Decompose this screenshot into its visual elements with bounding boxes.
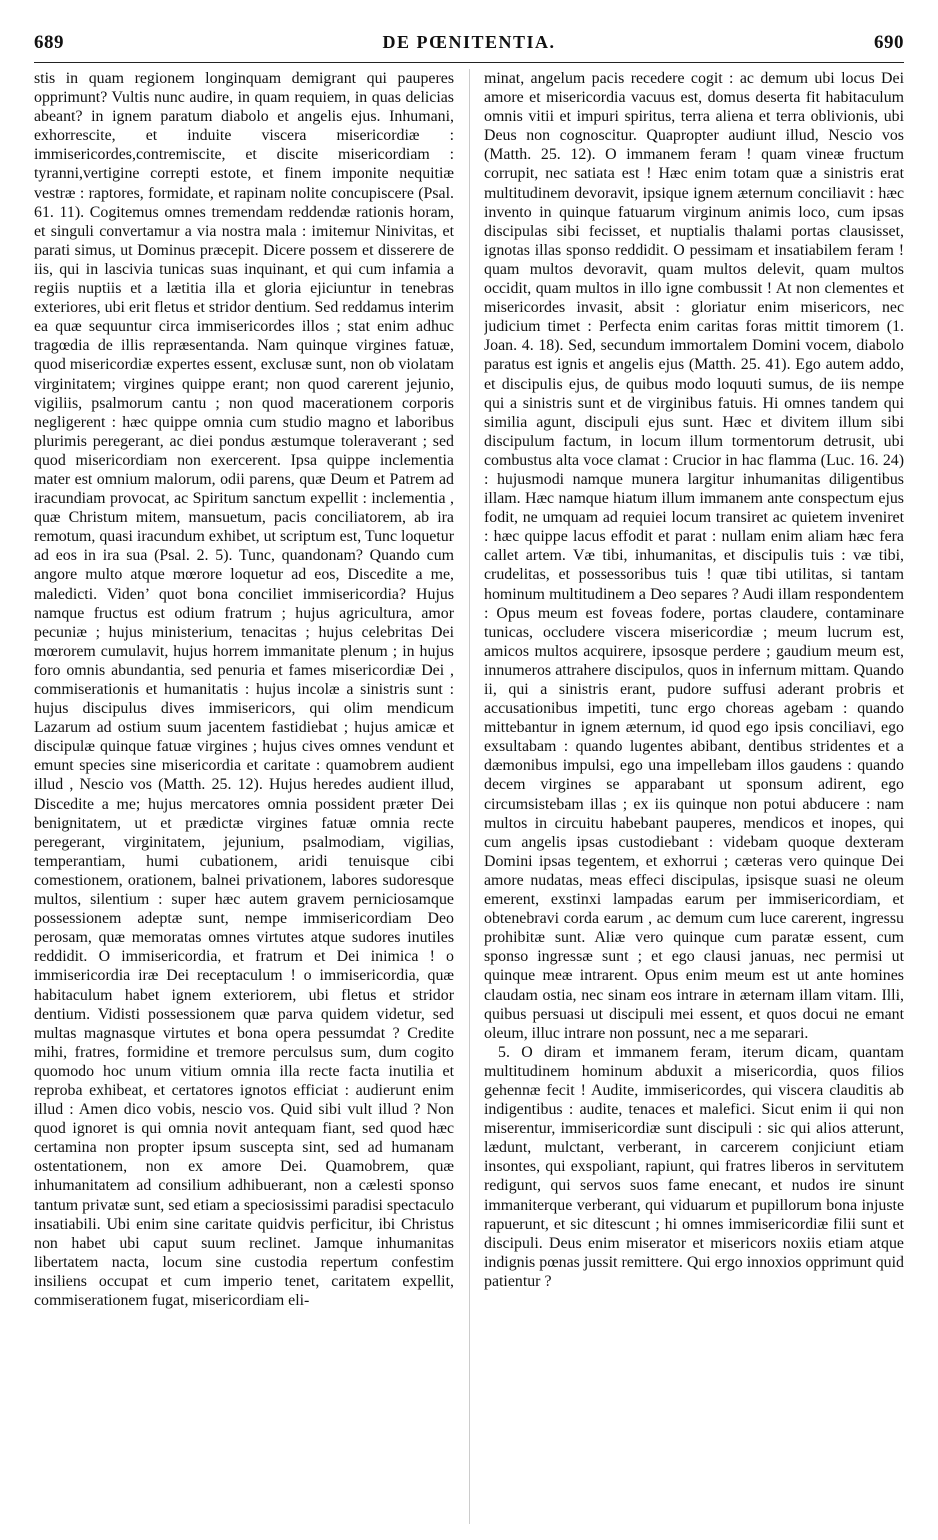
right-page-number: 690	[874, 32, 904, 53]
running-title: DE PŒNITENTIA.	[382, 32, 556, 52]
right-column	[484, 69, 904, 1524]
text-columns	[34, 69, 904, 1524]
running-header	[34, 32, 904, 58]
right-column-paragraph-5: 5. O diram et immanem feram, iterum dicam, quantam multitudinem hominum abduxit a misericordia, quos filios gehennæ fecit ! Audite, immisericordes, qui viscera clauditis ab indigentibus : audite, tenaces et malefici. Sicut enim ii qui non miserentur, immisericordiæ sunt discipuli : sic qui alios atterunt, lædunt, mulctant, verberant, in carcerem conjiciunt etiam insontes, qui exspoliant, rapiunt, qui fratres liberos in servitutem redigunt, qui servos suos fame enecant, et nudos ire sinunt immaniterque verberant, qui viduarum et pupillorum bona injuste rapuerunt, et sic ditescunt ; hi omnes immisericordiæ filii sunt et discipuli. Deus enim miserator et misericors noxiis etiam atque indignis pœnas jussit remittere. Qui ergo innoxios opprimunt quid patientur ?	[484, 1043, 904, 1290]
column-divider	[469, 69, 470, 1524]
right-column-paragraph: minat, angelum pacis recedere cogit : ac demum ubi locus Dei amore et misericordia vacuus est, domus deserta fit habitaculum omnis vitii et impuri spiritus, terra aliena et terra oblivionis, ubi Deus non cognoscitur. Quapropter audiunt illud, Nescio vos (Matth. 25. 12). O immanem feram ! quam vineæ fructum corrupit, nec satiata est ! Hæc enim totam quæ a sinistris erat multitudinem devoravit, ipsique ignem æternum conciliavit : hæc invento in quinque fatuarum virginum animis loco, cum ipsas discipulas sibi fecisset, et nuptialis thalami portas clausisset, ignotas illas sponso reddidit. O pessimam et insatiabilem feram ! quam multos devoravit, quam multos delevit, quam multos occidit, quam multos in illo igne combussit ! At non clementes et misericordes invasit, absit : gloriatur enim misericors, nec judicium timet : Perfecta enim caritas foras mittit timorem (1. Joan. 4. 18). Sed, secundum immortalem Domini vocem, diabolo paratus est ignis et angelis ejus (Matth. 25. 41). Ego autem addo, et discipulis ejus, de quibus modo loquuti sumus, de iis nempe qui a sinistris sunt et de virginibus fatuis. Hi omnes tandem qui similia agunt, discipuli ejus sunt. Hæc et divitem illum sibi discipulum factum, in locum illum tormentorum detrusit, ubi combustus alta voce clamat : Crucior in hac flamma (Luc. 16. 24) : hujusmodi namque munera largitur inhumanitas diligentibus illam. Hæc namque hiatum illum immanem ante conspectum ejus fodit, ne umquam ad requiei locum transiret ac quietem inveniret : hæc quippe lacus effodit et parat : nullam enim aliam hæc fera callet artem. Væ tibi, inhumanitas, et discipulis tuis : væ tibi, crudelitas, et possessoribus tuis ! quæ tibi utilitas, si tantam hominum multitudinem a Deo separes ? Audi illam respondentem : Opus meum est foveas fodere, portas claudere, contaminare tunicas, occludere viscera misericordiæ ; meum lucrum est, amicos multos acquirere, ipsosque perdere ; gaudium meum est, innumeros attrahere discipulos, quos in infernum mittam. Quando ii, qui a sinistris erant, pudore suffusi aderant probris et accusationibus impetiti, tunc ergo choreas agebam : quando mittebantur in ignem æternum, id quod ego ipsis conciliavi, ego exsultabam : quando lugentes abibant, dentibus stridentes et a dæmonibus impulsi, ego una impellebam illos gaudens : quando decem virgines se apparabant ut sponsum adirent, ego circumsistebam illas ; ex iis quinque non potui abducere : nam multos in circuitu habebant pauperes, mendicos et inopes, qui cum angelis ipsas custodiebant : videbam quoque dexteram Domini ipsas tegentem, et exhorrui ; cæteras vero quinque Dei amore nudatas, meas effeci discipulas, ipsisque suasi ne oleum emerent, exstinxi lampadas earum per immisericordiam, et obtenebravi corda earum , ac demum cum luce carerent, ingressu prohibitæ sunt. Aliæ vero quinque cum paratæ essent, cum sponso ingressæ sunt ; et ego clausi januas, nec permisi ut quinque meæ intrarent. Opus enim meum est ut ante homines claudam ostia, nec sinam eos intrare in æternam illam vitam. Illi, quibus persuasi ut discipuli mei essent, et quos docui ne emant oleum, illuc intrare non possunt, nec a me separari.	[484, 70, 904, 1042]
header-rule	[34, 62, 904, 63]
left-column-paragraph: stis in quam regionem longinquam demigrant qui pauperes opprimunt? Vultis nunc audire, in quam requiem, in quas delicias abeant? in ignem paratum diabolo et angelis ejus. Inhumani, exhorrescite, et induite viscera misericordiæ : immisericordes,contremiscite, et discite misericordiam : tyranni,vertigine correpti estote, et finem imponite nequitiæ vestræ : raptores, formidate, et rapinam nolite concupiscere (Psal. 61. 11). Cogitemus omnes tremendam reddendæ rationis horam, et singuli convertamur a via nostra mala : imitemur Ninivitas, et parati simus, ut Dominus præcepit. Dicere possem et disserere de iis, qui in lascivia tunicas suas inquinant, et qui cum infamia a regiis nuptiis et a lætitia illa et gloria ejiciuntur in tenebras exteriores, ubi erit fletus et stridor dentium. Sed reddamus interim ea quæ sequuntur circa immisericordes illos ; stat enim adhuc tragœdia de illis repræsentanda. Nam quinque virgines fatuæ, quod misericordiæ expertes essent, exclusæ sunt, non ob violatam virginitatem; virgines quippe erant; non quod carerent jejunio, vigiliis, psalmorum cantu ; non quod macerationem corporis negligerent : hæc quippe omnia cum studio magno et laboribus plurimis peregerant, ac diei pondus æstumque toleraverant ; sed quod misericordiam non exercerent. Ipsa quippe inclementia mater est omnium malorum, odii parens, quæ Deum et Patrem ad iracundiam provocat, ac Spiritum sanctum expellit : inclementia , quæ Christum mitem, mansuetum, pacis conciliatorem, ab ira remotum, quasi iracundum exhibet, ut scriptum est, Tunc loquetur ad eos in ira sua (Psal. 2. 5). Tunc, quandonam? Quando cum angore multo atque mœrore loquetur ad eos, Discedite a me, maledicti. Viden’ quot bona conciliet immisericordia? Hujus namque fructus est odium fratrum ; hujus agricultura, amor pecuniæ ; hujus ministerium, tenacitas ; hujus celebritas Dei mœrorem cumulavit, hujus horrem immanitate plenum ; in hujus foro omnis abundantia, sed penuria et fames misericordiæ Dei , commiserationis et humanitatis : hujus incolæ a sinistris sunt : hujus discipulus dives immisericors, qui olim mendicum Lazarum ad ostium suum jacentem fastidiebat ; hujus amicæ et discipulæ quinque fatuæ virgines ; hujus cives omnes vendunt et emunt species sine misericordia et caritate : quamobrem audient illud , Nescio vos (Matth. 25. 12). Hujus heredes audient illud, Discedite a me; hujus mercatores omnia possident præter Dei benignitatem, ut et prædictæ virgines fatuæ omnia recte peregerant, virginitatem, jejunium, psalmodiam, vigilias, temperantiam, humi cubationem, aridi tenuisque cibi comestionem, orationem, balnei privationem, labores sudoresque multos, silentium : super hæc autem gravem perniciosamque possessionem adeptæ sunt, nempe immisericordiam Deo perosam, quæ memoratas omnes virtutes atque sudores inutiles reddidit. O immisericordia, et fratrum et Dei inimica ! o immisericordia iræ Dei receptaculum ! o immisericordia, quæ habitaculum habet ignem exteriorem, ubi fletus et stridor dentium. Vidisti possessionem quæ parva quidem videtur, sed multas magnasque virtutes et bona opera pessumdat ? Credite mihi, fratres, formidine et tremore perculsus sum, dum cogito quomodo hoc unum vitium omnia illa recte facta inutilia et reproba exhibeat, et certatores ignotos efficiat : audierunt enim illud : Amen dico vobis, nescio vos. Quid sibi vult illud ? Non quod ignoret is qui omnia novit antequam fiant, sed quod hæc certamina non propter ipsum suscepta sint, sed ad humanam ostentationem, non ex amore Dei. Quamobrem, quæ inhumanitatem ad consilium adhibuerant, non a cælesti sponso tantum privatæ sunt, sed etiam a speciosissimi paradisi spectaculo insatiabili. Ubi enim sine caritate quidvis perficitur, ibi Christus non habet ubi caput suum reclinet. Jamque inhumanitas libertatem nacta, locum sine custodia repertum confestim insiliens occupat et cum imperio tenet, caritatem expellit, commiserationem fugat, misericordiam eli-	[34, 70, 454, 1309]
left-column	[34, 69, 454, 1524]
left-page-number: 689	[34, 32, 64, 53]
